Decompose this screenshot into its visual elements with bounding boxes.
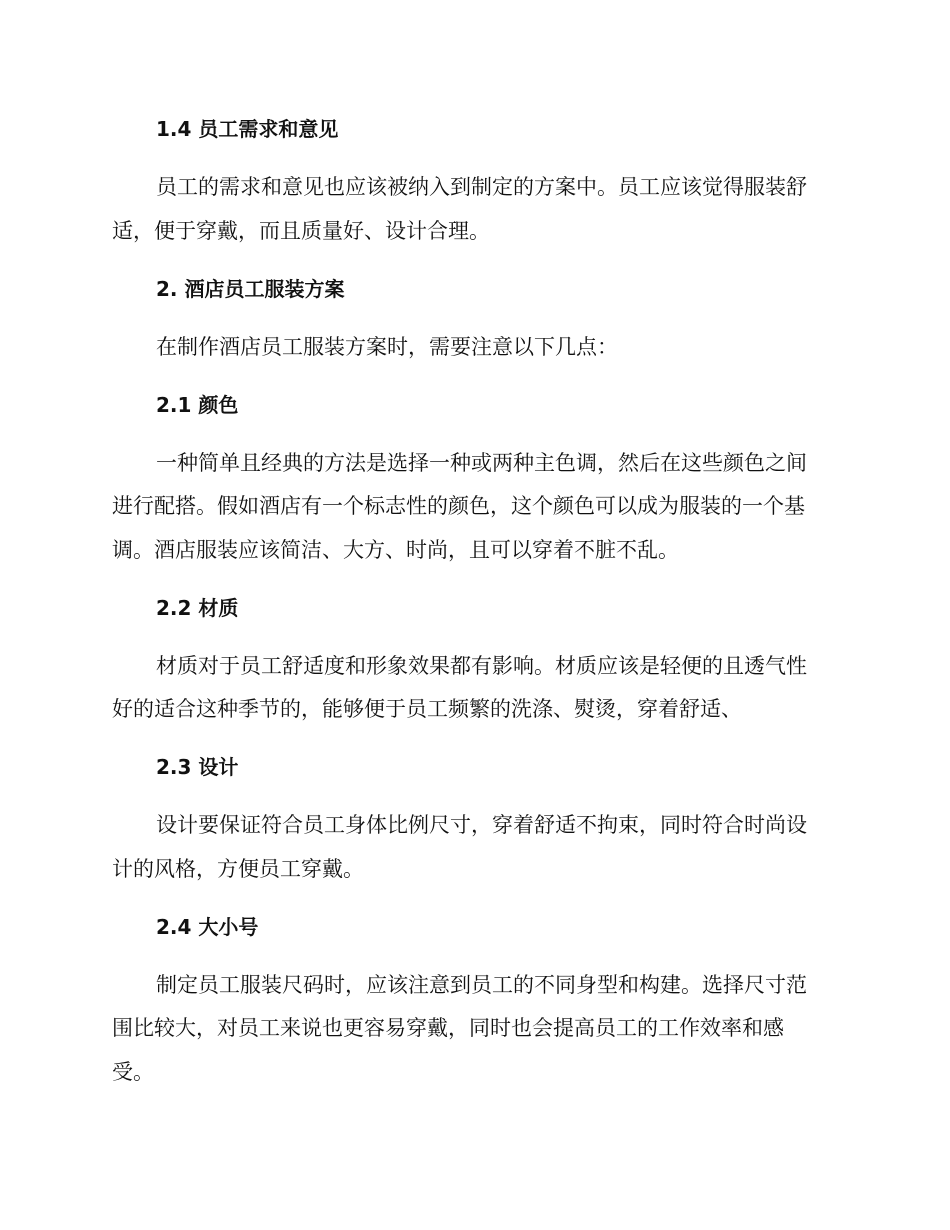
section-heading-2-2: 2.2 材质 xyxy=(156,596,239,620)
section-heading-2-1: 2.1 颜色 xyxy=(156,393,239,417)
paragraph-line: 进行配搭。假如酒店有一个标志性的颜色，这个颜色可以成为服装的一个基 xyxy=(112,494,805,518)
paragraph-line: 受。 xyxy=(112,1060,154,1084)
paragraph-line: 适，便于穿戴，而且质量好、设计合理。 xyxy=(112,219,490,243)
paragraph-line: 设计要保证符合员工身体比例尺寸，穿着舒适不拘束，同时符合时尚设 xyxy=(156,813,807,837)
section-heading-2: 2. 酒店员工服装方案 xyxy=(156,277,345,301)
section-heading-2-3: 2.3 设计 xyxy=(156,755,239,779)
section-heading-1-4: 1.4 员工需求和意见 xyxy=(156,117,339,141)
paragraph-line: 一种简单且经典的方法是选择一种或两种主色调，然后在这些颜色之间 xyxy=(156,451,807,475)
paragraph-line: 材质对于员工舒适度和形象效果都有影响。材质应该是轻便的且透气性 xyxy=(156,654,807,678)
paragraph-line: 计的风格，方便员工穿戴。 xyxy=(112,857,364,881)
paragraph-line: 好的适合这种季节的，能够便于员工频繁的洗涤、熨烫，穿着舒适、 xyxy=(112,697,742,721)
paragraph-line: 员工的需求和意见也应该被纳入到制定的方案中。员工应该觉得服装舒 xyxy=(156,175,807,199)
section-heading-2-4: 2.4 大小号 xyxy=(156,915,259,939)
paragraph-line: 制定员工服装尺码时，应该注意到员工的不同身型和构建。选择尺寸范 xyxy=(156,973,807,997)
paragraph-line: 围比较大，对员工来说也更容易穿戴，同时也会提高员工的工作效率和感 xyxy=(112,1016,784,1040)
paragraph-line: 在制作酒店员工服装方案时，需要注意以下几点： xyxy=(156,335,618,359)
paragraph-line: 调。酒店服装应该简洁、大方、时尚，且可以穿着不脏不乱。 xyxy=(112,538,679,562)
